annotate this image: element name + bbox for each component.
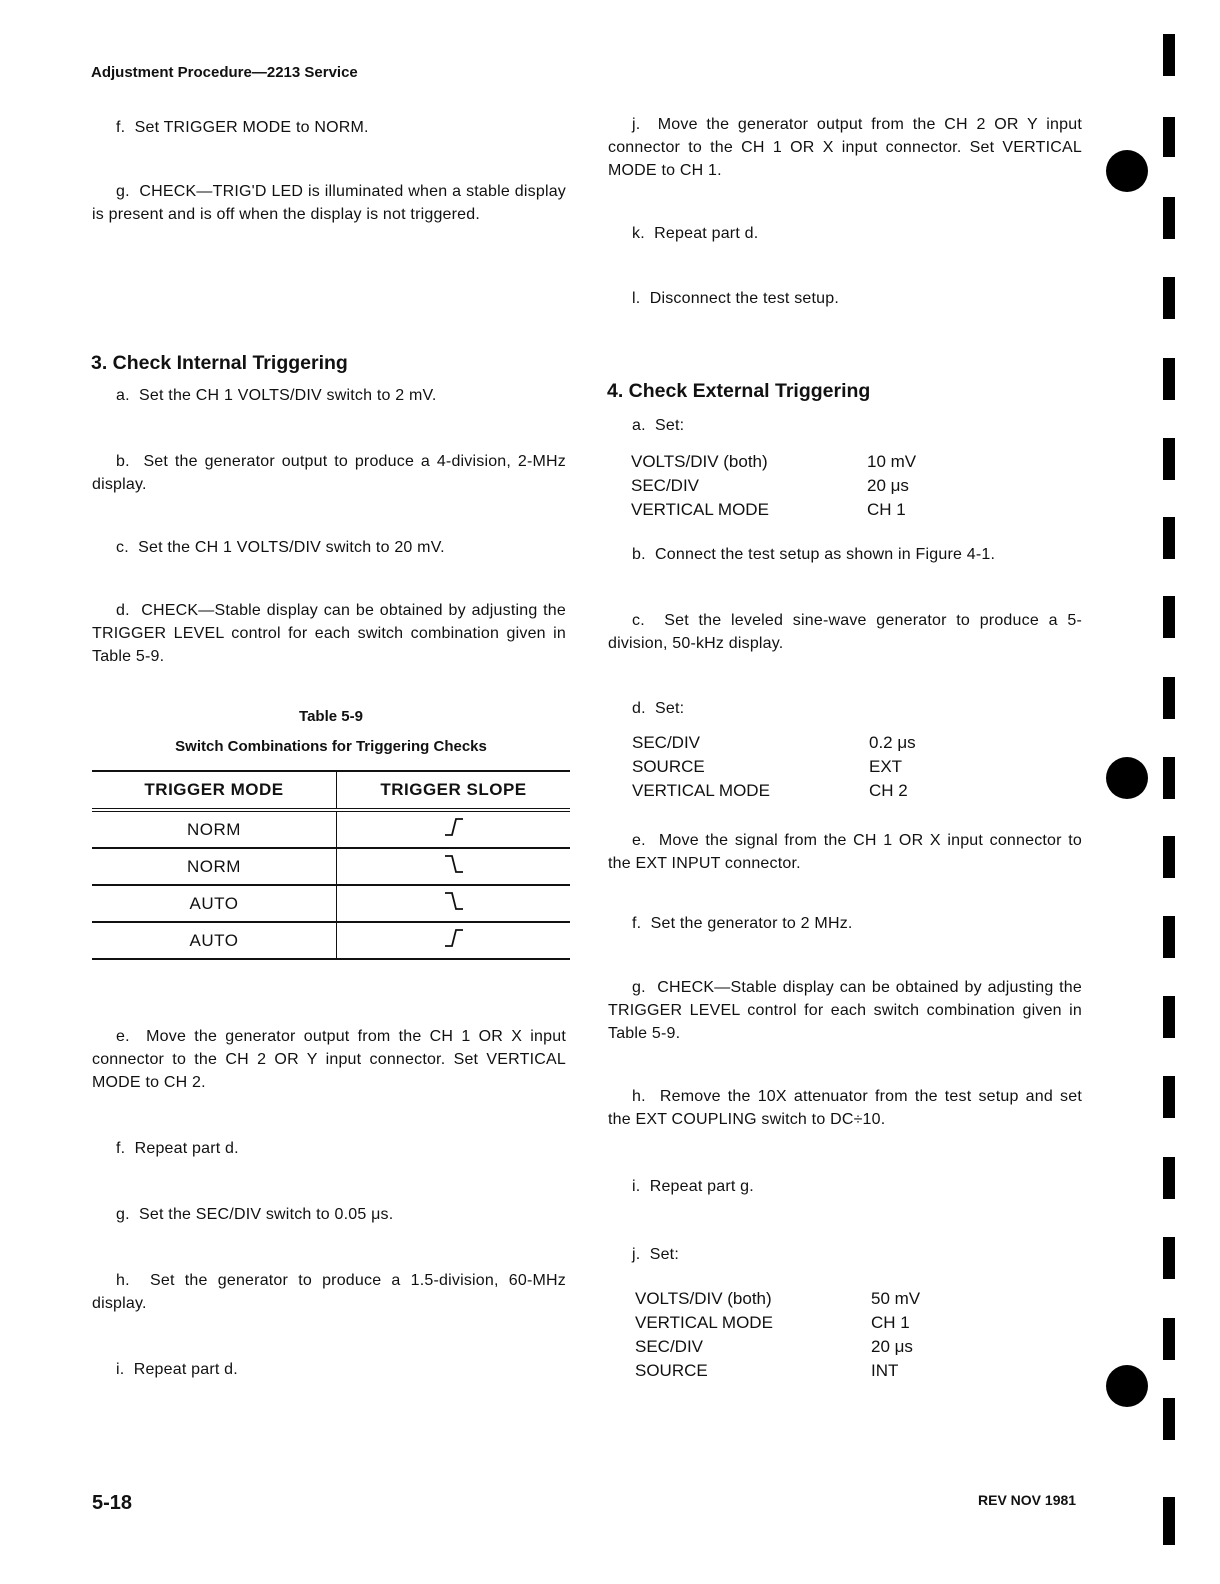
- step-left-f: [116, 116, 568, 139]
- section-4-title: 4. Check External Triggering: [607, 380, 871, 402]
- table-cell-mode: NORM: [92, 848, 337, 885]
- setting-row: [635, 1359, 935, 1383]
- setting-value: 50 mV: [871, 1289, 921, 1308]
- step-3b: [92, 450, 566, 496]
- step-letter: e.: [632, 832, 646, 849]
- binding-bar-mark: [1163, 1318, 1175, 1360]
- section-3-title: 3. Check Internal Triggering: [91, 352, 348, 374]
- setting-name: SOURCE: [635, 1361, 708, 1380]
- settings-4j: [635, 1287, 935, 1383]
- binding-bar-mark: [1163, 1157, 1175, 1199]
- step-letter: k.: [632, 225, 645, 242]
- step-3c: [116, 536, 568, 559]
- step-letter: i.: [632, 1178, 641, 1195]
- step-text: Set the leveled sine-wave generator to produce a 5-division, 50-kHz display.: [608, 612, 1082, 652]
- binding-bar-mark: [1163, 1398, 1175, 1440]
- binding-bar-mark: [1163, 517, 1175, 559]
- step-letter: a.: [632, 417, 646, 434]
- binding-bar-mark: [1163, 596, 1175, 638]
- table-number: Table 5-9: [299, 708, 363, 725]
- step-text: Set the CH 1 VOLTS/DIV switch to 2 mV.: [139, 387, 437, 404]
- setting-value: 10 mV: [867, 452, 917, 471]
- binding-bar-mark: [1163, 757, 1175, 799]
- binding-bar-mark: [1163, 1237, 1175, 1279]
- step-4f: [632, 912, 1082, 935]
- falling-slope-icon: [442, 853, 466, 875]
- step-right-l: [632, 287, 1082, 310]
- setting-row: [632, 755, 932, 779]
- step-text: Repeat part d.: [654, 225, 759, 242]
- step-4h: [608, 1085, 1082, 1131]
- setting-row: [631, 450, 931, 474]
- step-3i: [116, 1358, 568, 1381]
- table-caption: Switch Combinations for Triggering Checks: [175, 738, 487, 755]
- table-row: [92, 885, 570, 922]
- setting-value: 20 μs: [871, 1337, 913, 1356]
- step-3f: [116, 1137, 568, 1160]
- step-text: Set the SEC/DIV switch to 0.05 μs.: [139, 1206, 394, 1223]
- setting-value: CH 1: [867, 500, 906, 519]
- setting-name: VOLTS/DIV (both): [631, 452, 768, 471]
- step-text: Set the generator output to produce a 4-division, 2-MHz display.: [92, 453, 566, 493]
- binding-bar-mark: [1163, 1076, 1175, 1118]
- setting-row: [631, 498, 931, 522]
- step-4c: [608, 609, 1082, 655]
- step-letter: f.: [116, 1140, 126, 1157]
- setting-row: [635, 1311, 935, 1335]
- step-4j: [632, 1243, 1082, 1266]
- step-3a: [116, 384, 568, 407]
- step-letter: c.: [116, 539, 129, 556]
- step-letter: d.: [632, 700, 646, 717]
- binding-bar-mark: [1163, 197, 1175, 239]
- step-4g: [608, 976, 1082, 1045]
- table-cell-mode: AUTO: [92, 885, 337, 922]
- step-text: Move the signal from the CH 1 OR X input connector to the EXT INPUT connector.: [608, 832, 1082, 872]
- setting-name: SEC/DIV: [631, 476, 700, 495]
- step-right-k: [632, 222, 1082, 245]
- step-letter: c.: [632, 612, 645, 629]
- binding-bar-mark: [1163, 836, 1175, 878]
- step-letter: h.: [632, 1088, 646, 1105]
- setting-value: CH 2: [869, 781, 908, 800]
- step-letter: j.: [632, 116, 641, 133]
- step-4b: [632, 543, 1082, 566]
- table-row: [92, 848, 570, 885]
- step-letter: l.: [632, 290, 641, 307]
- setting-value: INT: [871, 1361, 899, 1380]
- setting-name: VERTICAL MODE: [631, 500, 769, 519]
- setting-name: SEC/DIV: [632, 733, 701, 752]
- setting-name: SOURCE: [632, 757, 705, 776]
- step-text: Remove the 10X attenuator from the test setup and set the EXT COUPLING switch to DC÷10.: [608, 1088, 1082, 1128]
- setting-value: CH 1: [871, 1313, 910, 1332]
- step-letter: f.: [632, 915, 642, 932]
- step-letter: g.: [116, 1206, 130, 1223]
- settings-4d: [632, 731, 932, 803]
- step-letter: f.: [116, 119, 126, 136]
- step-text: Set TRIGGER MODE to NORM.: [134, 119, 369, 136]
- binding-bar-mark: [1163, 358, 1175, 400]
- step-text: Connect the test setup as shown in Figure 4-1.: [655, 546, 996, 563]
- setting-value: 0.2 μs: [869, 733, 916, 752]
- setting-name: VOLTS/DIV (both): [635, 1289, 772, 1308]
- table-row: [92, 810, 570, 848]
- revision-date: REV NOV 1981: [978, 1492, 1077, 1508]
- table-header-row: [92, 771, 570, 810]
- table-cell-slope: [337, 810, 571, 848]
- step-letter: g.: [116, 183, 130, 200]
- table-cell-slope: [337, 848, 571, 885]
- setting-row: [635, 1335, 935, 1359]
- step-text: Set the generator to 2 MHz.: [650, 915, 853, 932]
- step-4d: [632, 697, 1082, 720]
- settings-4a: [631, 450, 931, 522]
- step-text: Set:: [649, 1246, 679, 1263]
- binding-bar-mark: [1163, 1497, 1175, 1545]
- step-text: Repeat part d.: [133, 1361, 238, 1378]
- step-letter: j.: [632, 1246, 641, 1263]
- binding-bar-mark: [1163, 677, 1175, 719]
- falling-slope-icon: [442, 890, 466, 912]
- step-letter: i.: [116, 1361, 125, 1378]
- rising-slope-icon: [442, 927, 466, 949]
- step-4a: [632, 414, 1082, 437]
- page-number: 5-18: [92, 1492, 133, 1514]
- step-3g: [116, 1203, 568, 1226]
- step-text: Set the generator to produce a 1.5-division, 60-MHz display.: [92, 1272, 566, 1312]
- switch-combinations-table: [92, 770, 570, 960]
- binding-bar-mark: [1163, 34, 1175, 76]
- table-header-cell: TRIGGER SLOPE: [337, 771, 571, 810]
- step-letter: b.: [632, 546, 646, 563]
- rising-slope-icon: [442, 816, 466, 838]
- step-4e: [608, 829, 1082, 875]
- step-3h: [92, 1269, 566, 1315]
- step-text: Disconnect the test setup.: [649, 290, 840, 307]
- table-header-cell: TRIGGER MODE: [92, 771, 337, 810]
- table-cell-slope: [337, 885, 571, 922]
- step-4i: [632, 1175, 1082, 1198]
- step-text: CHECK—Stable display can be obtained by adjusting the TRIGGER LEVEL control for each switch combination given in Table 5-9.: [92, 602, 566, 665]
- binding-bar-mark: [1163, 438, 1175, 480]
- setting-name: VERTICAL MODE: [632, 781, 770, 800]
- binding-hole-mark: [1106, 1365, 1148, 1407]
- table-cell-mode: AUTO: [92, 922, 337, 959]
- setting-row: [635, 1287, 935, 1311]
- running-head: Adjustment Procedure—2213 Service: [91, 64, 358, 81]
- setting-value: EXT: [869, 757, 903, 776]
- step-right-j: [608, 113, 1082, 182]
- step-letter: h.: [116, 1272, 130, 1289]
- step-text: Move the generator output from the CH 1 OR X input connector to the CH 2 OR Y input connector. Set VERTICAL MODE to CH 2.: [92, 1028, 566, 1091]
- step-text: Set:: [655, 417, 685, 434]
- setting-value: 20 μs: [867, 476, 909, 495]
- binding-hole-mark: [1106, 757, 1148, 799]
- step-text: Repeat part g.: [649, 1178, 754, 1195]
- table-row: [92, 922, 570, 959]
- step-text: Set the CH 1 VOLTS/DIV switch to 20 mV.: [138, 539, 445, 556]
- setting-row: [632, 779, 932, 803]
- step-3d: [92, 599, 566, 668]
- step-text: CHECK—Stable display can be obtained by adjusting the TRIGGER LEVEL control for each switch combination given in Table 5-9.: [608, 979, 1082, 1042]
- step-letter: d.: [116, 602, 130, 619]
- step-letter: a.: [116, 387, 130, 404]
- step-left-g: [92, 180, 566, 226]
- binding-bar-mark: [1163, 916, 1175, 958]
- table-cell-slope: [337, 922, 571, 959]
- setting-name: SEC/DIV: [635, 1337, 704, 1356]
- step-letter: e.: [116, 1028, 130, 1045]
- setting-row: [631, 474, 931, 498]
- binding-bar-mark: [1163, 277, 1175, 319]
- step-text: Move the generator output from the CH 2 OR Y input connector to the CH 1 OR X input connector. Set VERTICAL MODE to CH 1.: [608, 116, 1082, 179]
- step-letter: b.: [116, 453, 130, 470]
- binding-bar-mark: [1163, 117, 1175, 157]
- step-text: Set:: [655, 700, 685, 717]
- step-text: Repeat part d.: [134, 1140, 239, 1157]
- setting-name: VERTICAL MODE: [635, 1313, 773, 1332]
- setting-row: [632, 731, 932, 755]
- step-letter: g.: [632, 979, 646, 996]
- binding-bar-mark: [1163, 996, 1175, 1038]
- step-text: CHECK—TRIG'D LED is illuminated when a stable display is present and is off when the display is not triggered.: [92, 183, 566, 223]
- step-3e: [92, 1025, 566, 1094]
- binding-hole-mark: [1106, 150, 1148, 192]
- table-cell-mode: NORM: [92, 810, 337, 848]
